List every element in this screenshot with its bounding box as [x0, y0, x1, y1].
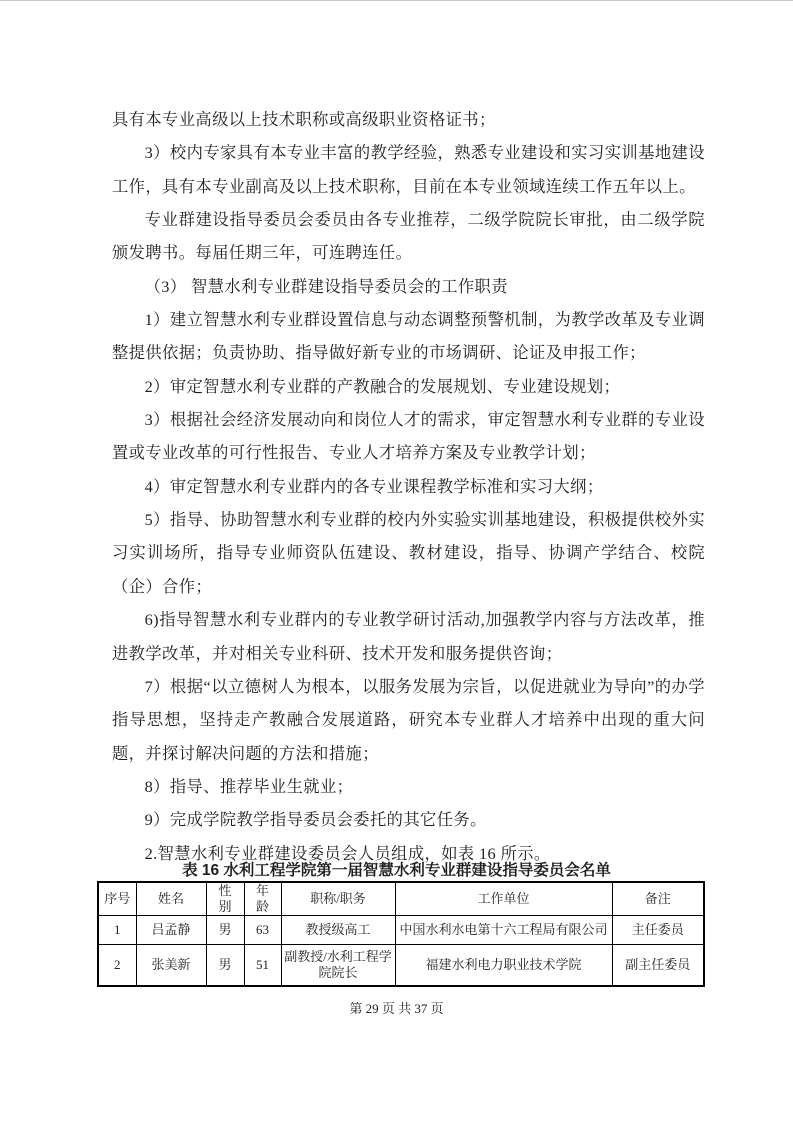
paragraph: 2）审定智慧水利专业群的产教融合的发展规划、专业建设规划；: [144, 376, 621, 396]
paragraph: 4）审定智慧水利专业群内的各专业课程教学标准和实习大纲；: [144, 476, 604, 496]
paragraph: 具有本专业高级以上技术职称或高级职业资格证书；: [112, 110, 496, 129]
table-row: [98, 945, 704, 986]
header-cell-title: 职称/职务: [281, 882, 395, 916]
cell-name: 张美新: [136, 945, 206, 986]
paragraph: 专业群建设指导委员会委员由各专业推荐，二级学院院长审批，由二级学院颁发聘书。每届任期三年，可连聘连任。: [112, 210, 705, 263]
table-caption: 表 16 水利工程学院第一届智慧水利专业群建设指导委员会名单: [182, 862, 611, 879]
body-text: [112, 103, 705, 870]
cell-gender: 男: [206, 945, 244, 986]
cell-workunit: 中国水利水电第十六工程局有限公司: [395, 916, 612, 945]
cell-name: 吕孟静: [136, 916, 206, 945]
paragraph: 9）完成学院教学指导委员会委托的其它任务。: [144, 810, 487, 830]
cell-index: 1: [98, 916, 136, 945]
paragraph: 8）指导、推荐毕业生就业；: [144, 776, 354, 796]
header-cell-name: 姓名: [136, 882, 206, 916]
header-cell-age: 年龄: [244, 882, 281, 916]
paragraph: 3）校内专家具有本专业丰富的教学经验，熟悉专业建设和实习实训基地建设工作，具有本专业副高及以上技术职称，目前在本专业领域连续工作五年以上。: [112, 143, 705, 196]
header-cell-index: 序号: [98, 882, 136, 916]
header-cell-workunit: 工作单位: [395, 882, 612, 916]
section-heading: （3） 智慧水利专业群建设指导委员会的工作职责: [144, 276, 508, 296]
header-cell-gender: 性别: [206, 882, 244, 916]
committee-members-table: [97, 881, 705, 987]
cell-age: 63: [244, 916, 281, 945]
paragraph: 1）建立智慧水利专业群设置信息与动态调整预警机制，为教学改革及专业调整提供依据；负责协助、指导做好新专业的市场调研、论证及申报工作；: [112, 310, 705, 363]
paragraph: 2.智慧水利专业群建设委员会人员组成，如表 16 所示。: [144, 843, 551, 863]
paragraph: 6)指导智慧水利专业群内的专业教学研讨活动,加强教学内容与方法改革，推进教学改革，并对相关专业科研、技术开发和服务提供咨询；: [112, 610, 705, 663]
cell-gender: 男: [206, 916, 244, 945]
cell-index: 2: [98, 945, 136, 986]
cell-note: 主任委员: [612, 916, 704, 945]
cell-title: 副教授/水利工程学院院长: [281, 945, 395, 986]
cell-note: 副主任委员: [612, 945, 704, 986]
cell-age: 51: [244, 945, 281, 986]
cell-title: 教授级高工: [281, 916, 395, 945]
paragraph: 7）根据“以立德树人为根本，以服务发展为宗旨，以促进就业为导向”的办学指导思想，坚持走产教融合发展道路，研究本专业群人才培养中出现的重大问题，并探讨解决问题的方法和措施；: [112, 676, 705, 763]
cell-workunit: 福建水利电力职业技术学院: [395, 945, 612, 986]
paragraph: 3）根据社会经济发展动向和岗位人才的需求，审定智慧水利专业群的专业设置或专业改革的可行性报告、专业人才培养方案及专业教学计划；: [112, 410, 705, 463]
page-footer: 第 29 页 共 37 页: [349, 1001, 444, 1016]
table-header-row: [98, 882, 704, 916]
header-cell-note: 备注: [612, 882, 704, 916]
table-row: [98, 916, 704, 945]
paragraph: 5）指导、协助智慧水利专业群的校内外实验实训基地建设，积极提供校外实习实训场所，指导专业师资队伍建设、教材建设，指导、协调产学结合、校院（企）合作；: [112, 510, 705, 596]
